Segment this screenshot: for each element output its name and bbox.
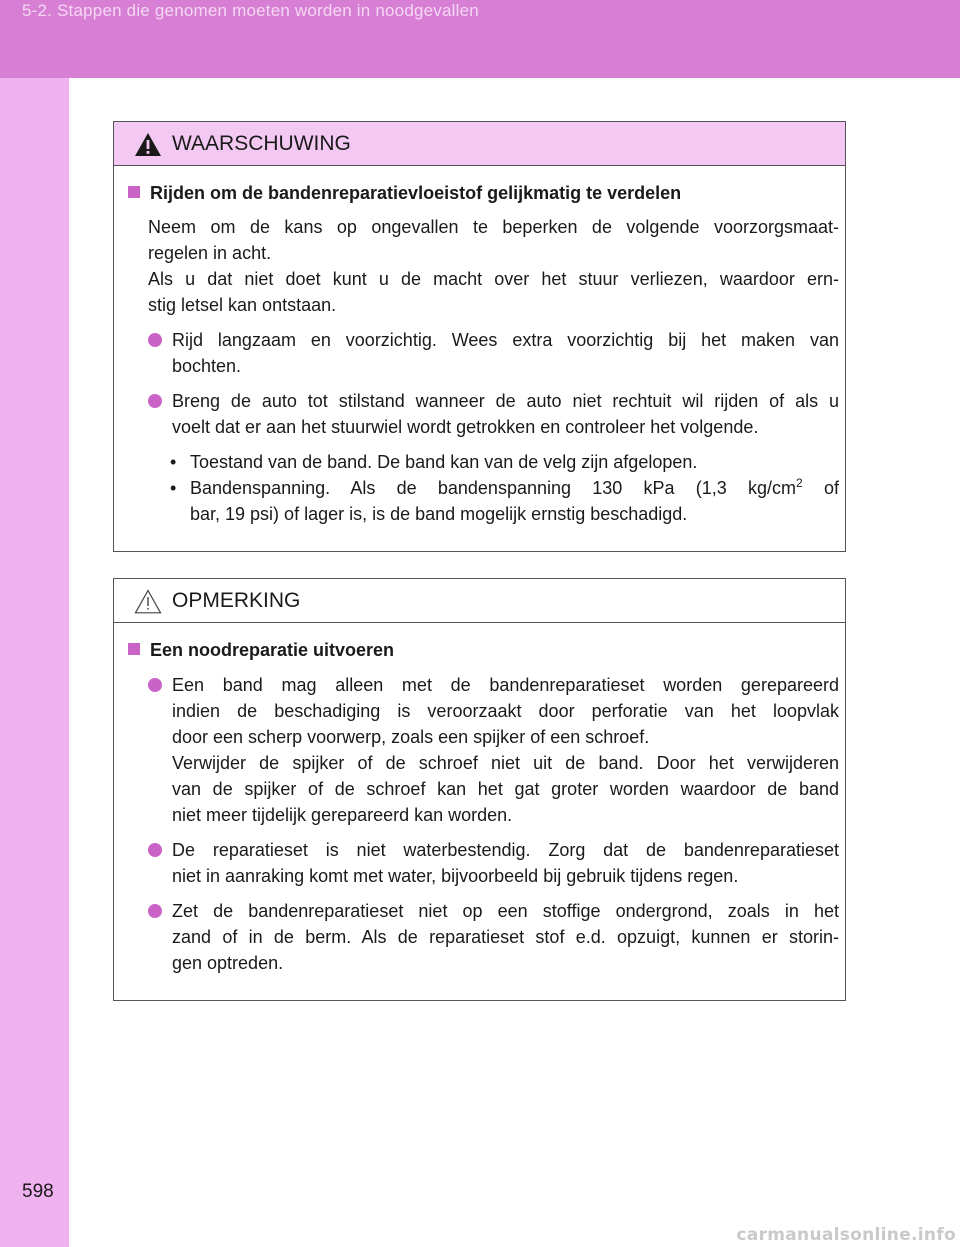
warning-sub-item-line	[190, 475, 839, 501]
sub-bullet: •	[170, 478, 177, 498]
warning-body	[114, 166, 845, 527]
warning-box	[113, 121, 846, 552]
warning-item-line: voelt dat er aan het stuurwiel wordt getrokken en controleer het volgende.	[172, 417, 759, 437]
warning-triangle-icon	[134, 132, 162, 157]
notice-item-line: van de spijker of de schroef kan het gat groter worden waardoor de band	[172, 779, 839, 799]
notice-item-line: De reparatieset is niet waterbestendig. Zorg dat de bandenreparatieset	[172, 840, 839, 860]
warning-intro	[128, 214, 839, 318]
warning-section-title-text: Rijden om de bandenreparatievloeistof gelijkmatig te verdelen	[150, 183, 682, 203]
notice-item-line: gen optreden.	[172, 953, 284, 973]
notice-item-line: niet in aanraking komt met water, bijvoorbeeld bij gebruik tijdens regen.	[172, 866, 739, 886]
warning-item-line: bochten.	[172, 356, 242, 376]
warning-sub-item-text: of	[802, 478, 839, 498]
round-bullet-icon	[148, 678, 162, 692]
notice-item-line: indien de beschadiging is veroorzaakt door perforatie van het loopvlak	[172, 701, 839, 721]
notice-item-line: Verwijder de spijker of de schroef niet uit de band. Door het verwijderen	[172, 753, 839, 773]
round-bullet-icon	[148, 904, 162, 918]
warning-intro-line: stig letsel kan ontstaan.	[148, 295, 337, 315]
sub-bullet: •	[170, 452, 177, 472]
notice-item-line: door een scherp voorwerp, zoals een spijker of een schroef.	[172, 727, 650, 747]
notice-box	[113, 578, 846, 1001]
warning-intro-line: Neem om de kans op ongevallen te beperken de volgende voorzorgsmaat-	[148, 217, 839, 237]
warning-list-item	[128, 388, 839, 440]
section-square-bullet-icon	[128, 643, 140, 655]
superscript: 2	[796, 476, 803, 490]
warning-sub-item	[128, 449, 839, 475]
notice-list-item	[128, 898, 839, 976]
caution-triangle-outline-icon	[134, 589, 162, 614]
notice-section-title-text: Een noodreparatie uitvoeren	[150, 640, 395, 660]
warning-item-line: Rijd langzaam en voorzichtig. Wees extra voorzichtig bij het maken van	[172, 330, 839, 350]
section-header-title: 5-2. Stappen die genomen moeten worden in noodgevallen	[22, 1, 479, 20]
warning-item-line: Breng de auto tot stilstand wanneer de auto niet rechtuit wil rijden of als u	[172, 391, 839, 411]
notice-box-header	[114, 579, 845, 623]
notice-list-item	[128, 837, 839, 889]
page-number: 598	[22, 1181, 54, 1202]
watermark: carmanualsonline.info	[736, 1225, 956, 1245]
warning-list-item	[128, 327, 839, 379]
warning-box-header	[114, 122, 845, 166]
round-bullet-icon	[148, 843, 162, 857]
notice-body	[114, 623, 845, 976]
section-square-bullet-icon	[128, 186, 140, 198]
warning-section-title	[128, 180, 839, 206]
warning-label: WAARSCHUWING	[172, 132, 351, 155]
round-bullet-icon	[148, 394, 162, 408]
notice-label: OPMERKING	[172, 589, 301, 612]
warning-intro-line: regelen in acht.	[148, 243, 272, 263]
warning-sub-item	[128, 475, 839, 527]
notice-item-line: Een band mag alleen met de bandenreparatieset worden gerepareerd	[172, 675, 839, 695]
round-bullet-icon	[148, 333, 162, 347]
left-margin-band	[0, 78, 69, 1247]
notice-section-title	[128, 637, 839, 663]
notice-item-line: niet meer tijdelijk gerepareerd kan worden.	[172, 805, 513, 825]
warning-sub-item-text: Bandenspanning. Als de bandenspanning 130 kPa (1,3 kg/cm	[190, 478, 797, 498]
notice-item-line: zand of in de berm. Als de reparatieset stof e.d. opzuigt, kunnen er storin-	[172, 927, 839, 947]
warning-sub-item-text: Toestand van de band. De band kan van de velg zijn afgelopen.	[190, 452, 698, 472]
warning-intro-line: Als u dat niet doet kunt u de macht over het stuur verliezen, waardoor ern-	[148, 269, 839, 289]
warning-sub-item-line: bar, 19 psi) of lager is, is de band mogelijk ernstig beschadigd.	[190, 504, 688, 524]
notice-list-item	[128, 672, 839, 828]
warning-sub-list	[128, 449, 839, 527]
notice-item-line: Zet de bandenreparatieset niet op een stoffige ondergrond, zoals in het	[172, 901, 839, 921]
header-band	[0, 0, 960, 78]
